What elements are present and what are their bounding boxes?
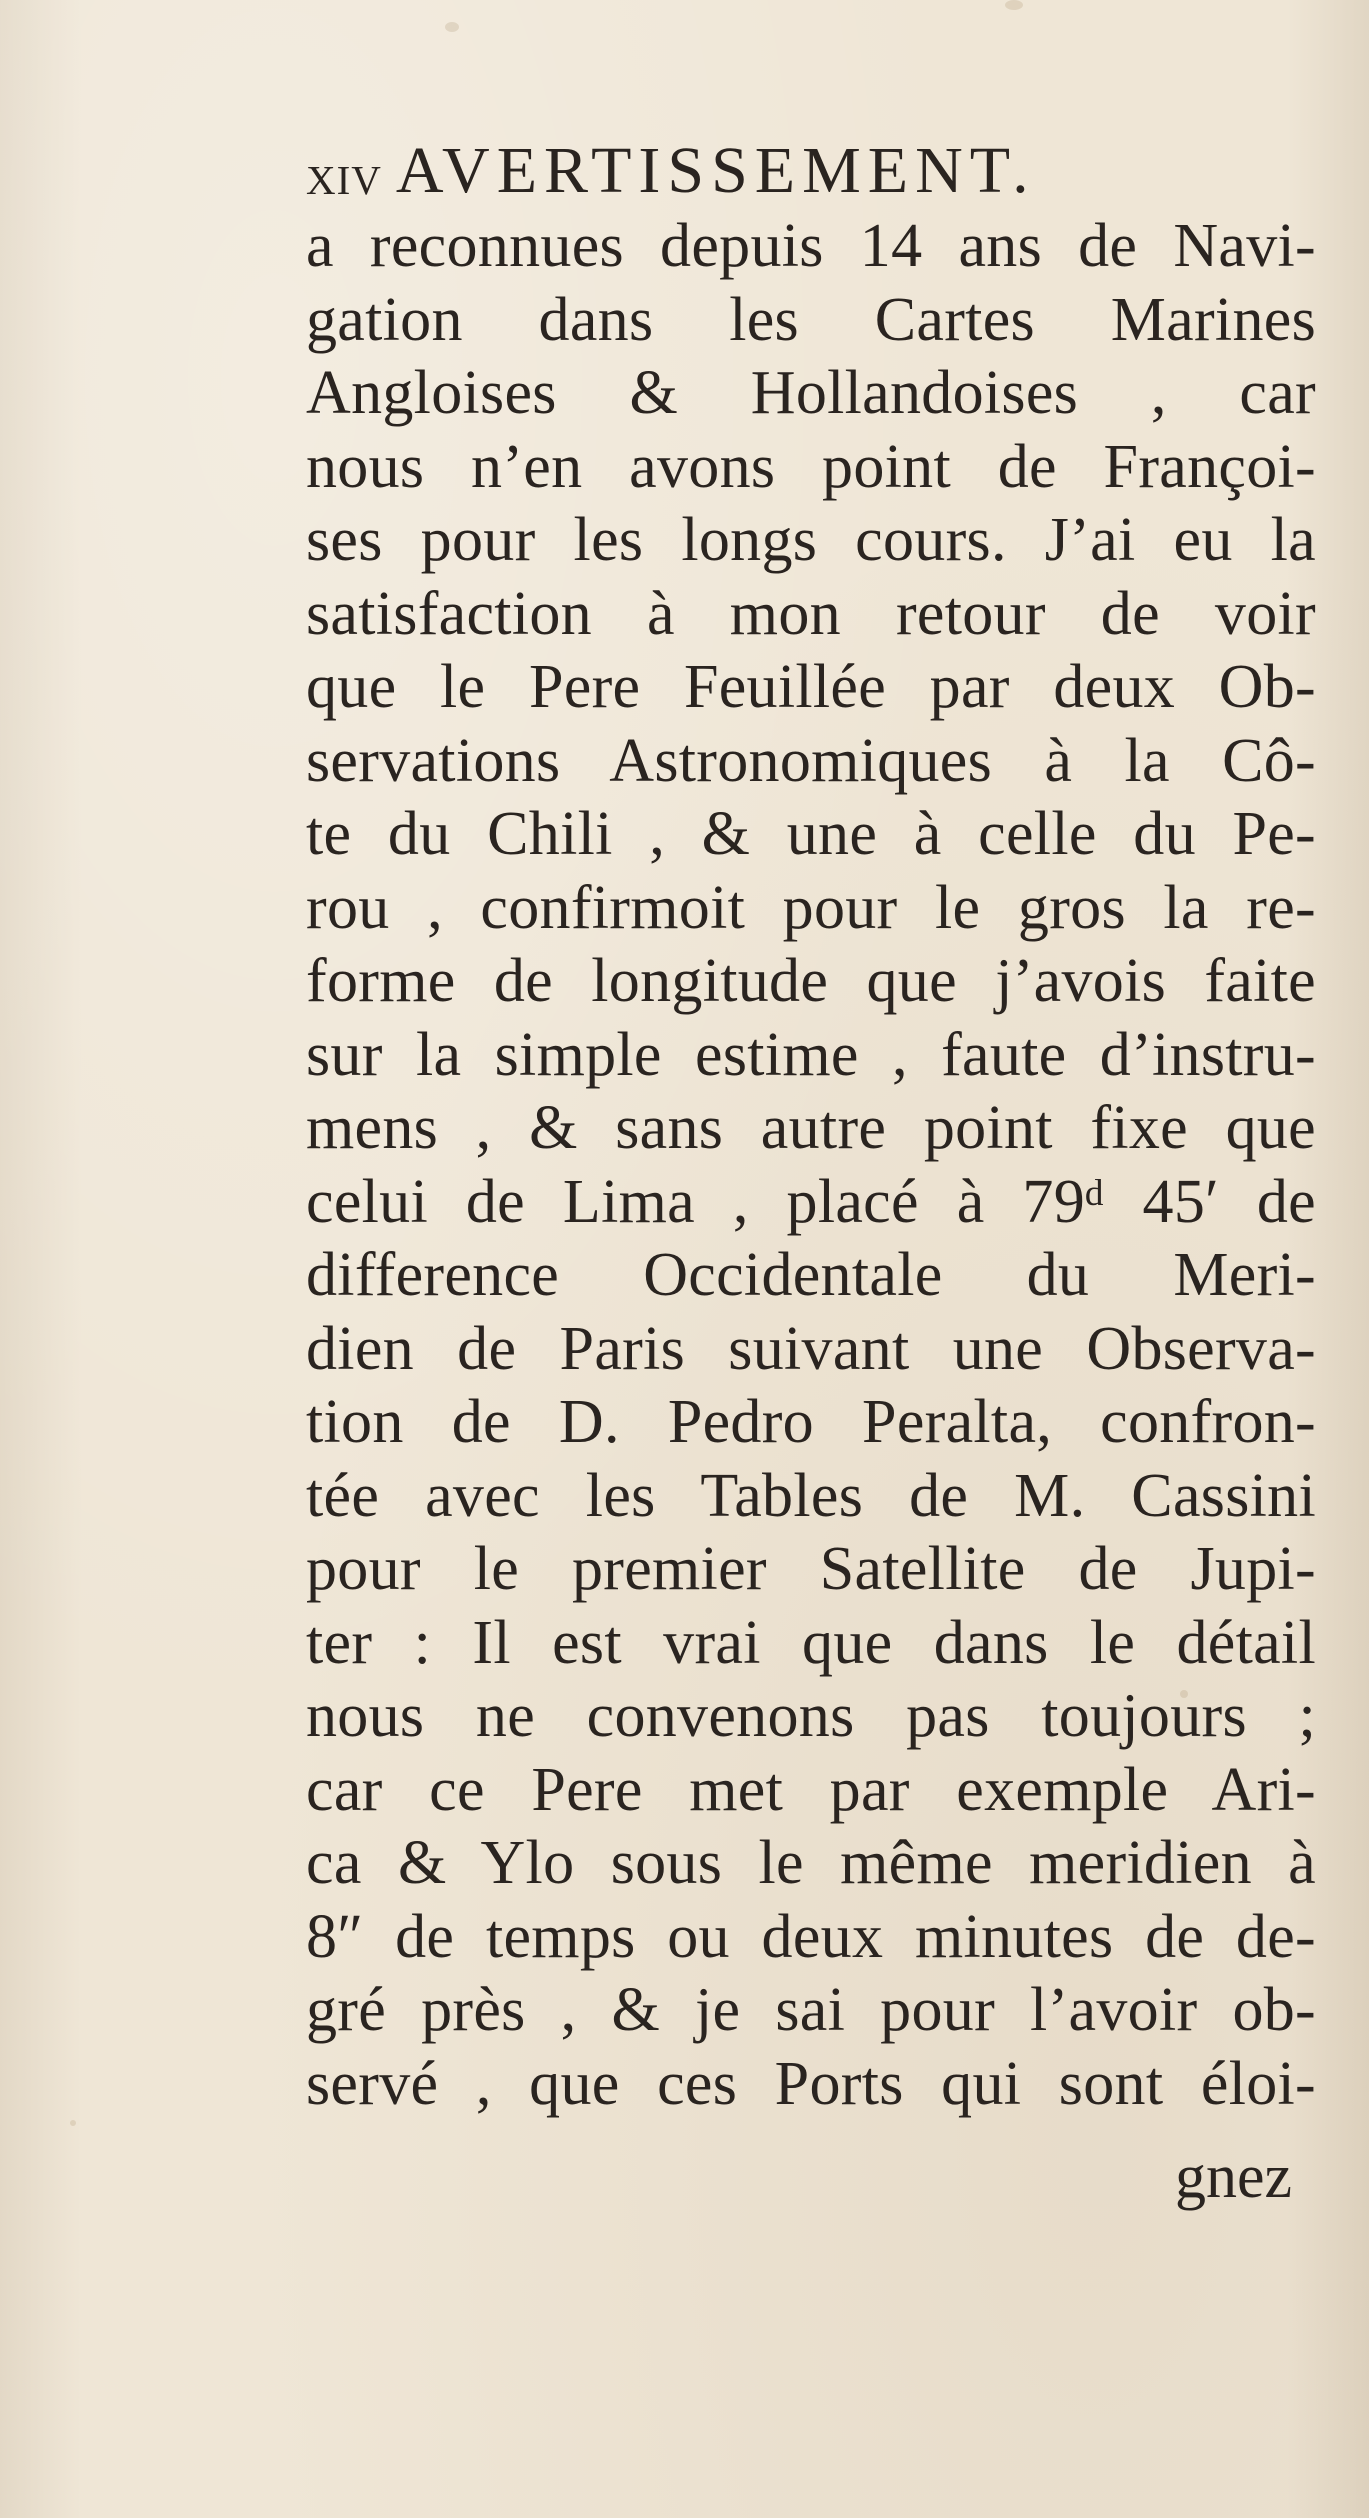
- text-line: difference Occidentale du Meri-: [306, 1241, 1316, 1309]
- text-line: servations Astronomiques à la Cô-: [306, 726, 1316, 795]
- text-line: satisfaction à mon retour de voir: [306, 579, 1316, 648]
- text-line: nous n’en avons point de Françoi-: [306, 432, 1316, 501]
- text-line: sur la simple estime , faute d’instru-: [306, 1020, 1316, 1089]
- text-line: rou , confirmoit pour le gros la re-: [306, 873, 1316, 942]
- text-line: Angloises & Hollandoises , car: [306, 359, 1316, 427]
- foxing-spot: [70, 2120, 76, 2126]
- text-line: forme de longitude que j’avois faite: [306, 947, 1316, 1015]
- text-line: dien de Paris suivant une Observa-: [306, 1314, 1316, 1383]
- foxing-spot: [445, 22, 459, 32]
- text-line: 8″ de temps ou deux minutes de de-: [306, 1902, 1316, 1971]
- text-line: a reconnues depuis 14 ans de Navi-: [306, 212, 1316, 280]
- page-header: [306, 112, 1316, 207]
- text-line: mens , & sans autre point fixe que: [306, 1094, 1316, 1162]
- text-block: [306, 112, 1316, 2322]
- running-head: AVERTISSEMENT.: [395, 134, 1036, 207]
- text-line: tée avec les Tables de M. Cassini: [306, 1461, 1316, 1530]
- text-line: nous ne convenons pas toujours ;: [306, 1682, 1316, 1750]
- catchword: gnez: [1175, 2143, 1293, 2211]
- text-line: pour le premier Satellite de Jupi-: [306, 1535, 1316, 1603]
- text-line: tion de D. Pedro Peralta, confron-: [306, 1388, 1316, 1456]
- text-line: ses pour les longs cours. J’ai eu la: [306, 506, 1316, 574]
- page-number: xiv: [306, 142, 382, 207]
- text-line: gré près , & je sai pour l’avoir ob-: [306, 1976, 1316, 2044]
- text-line: car ce Pere met par exemple Ari-: [306, 1755, 1316, 1824]
- text-line: te du Chili , & une à celle du Pe-: [306, 800, 1316, 868]
- text-line: ter : Il est vrai que dans le détail: [306, 1608, 1316, 1677]
- text-line: servé , que ces Ports qui sont éloi-: [306, 2049, 1316, 2118]
- text-line: ca & Ylo sous le même meridien à: [306, 1829, 1316, 1897]
- text-line: gation dans les Cartes Marines: [306, 285, 1316, 354]
- text-line: que le Pere Feuillée par deux Ob-: [306, 653, 1316, 721]
- foxing-spot: [1005, 0, 1023, 10]
- body-text: [306, 210, 1316, 2121]
- text-line: celui de Lima , placé à 79ᵈ 45′ de: [306, 1167, 1316, 1236]
